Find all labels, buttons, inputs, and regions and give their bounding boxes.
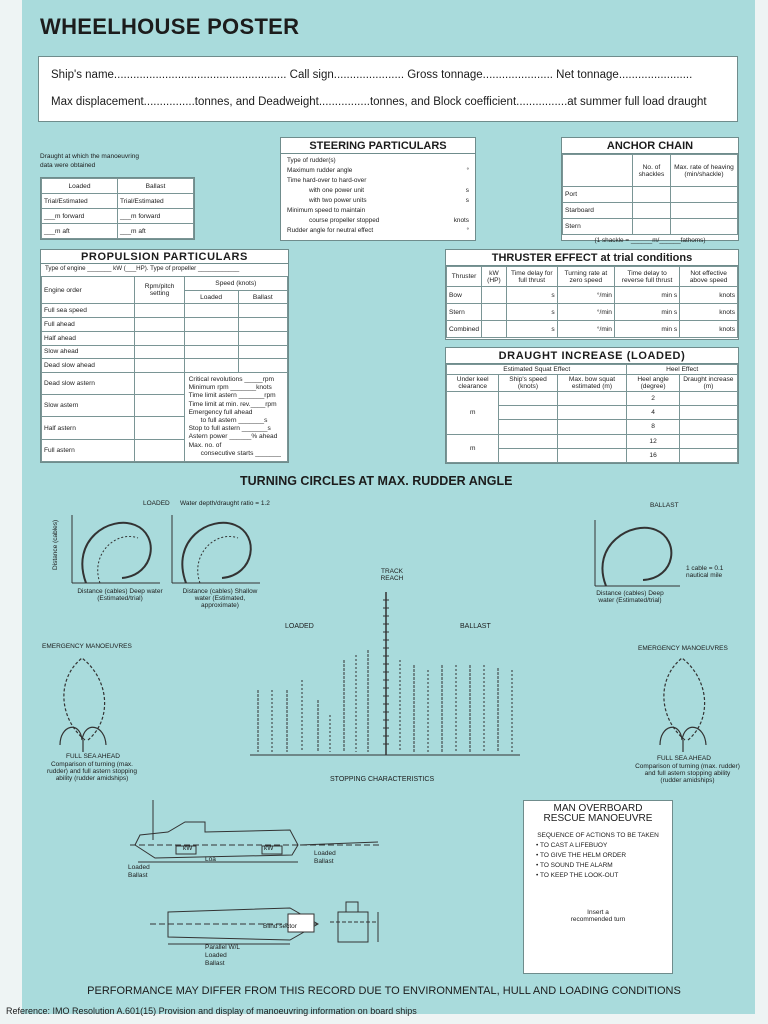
thruster-unit: s — [506, 304, 557, 321]
propulsion-extra-line: Max. no. of — [188, 441, 222, 449]
engine-order-row: Dead slow ahead — [42, 359, 135, 373]
ballast-label: Ballast — [314, 858, 334, 865]
cable-note: 1 cable = 0.1 nautical mile — [686, 565, 724, 579]
di-col-increase: Draught increase (m) — [679, 375, 737, 392]
reference-note: Reference: IMO Resolution A.601(15) Provision and display of manoeuvring information on board ships — [6, 1006, 417, 1016]
emergency-manoeuvre-left — [60, 658, 106, 752]
turning-circles-title: TURNING CIRCLES AT MAX. RUDDER ANGLE — [240, 474, 513, 488]
ballast-label: Ballast — [128, 872, 148, 879]
propulsion-extra-line: to full astern _______s — [200, 416, 268, 424]
axis-label-distance: Distance (cables) — [52, 519, 59, 570]
ship-info-line-1: Ship's name...................................................... Call sign...................... Gross tonnage...................... Net tonnage....................... — [51, 69, 693, 81]
engine-order-row: Half ahead — [42, 331, 135, 345]
comparison-left: Comparison of turning (max. rudder) and full astern stopping ability (rudder amidships) — [47, 761, 137, 782]
steering-line-label: Rudder angle for neutral effect — [287, 227, 374, 234]
draught-cell: ___m aft — [42, 224, 118, 239]
thruster-row-label: Combined — [447, 321, 482, 338]
mob-insert-turn: Insert a recommended turn — [570, 909, 626, 923]
caption-loaded-deep: Distance (cables) Deep water (Estimated/trial) — [77, 588, 163, 602]
performance-disclaimer: PERFORMANCE MAY DIFFER FROM THIS RECORD DUE TO ENVIRONMENTAL, HULL AND LOADING CONDITIONS — [87, 985, 681, 997]
anchor-row-stern: Stern — [563, 219, 633, 235]
thruster-unit: min s — [614, 321, 679, 338]
draught-cell: Trial/Estimated — [42, 194, 118, 209]
steering-line-label: Maximum rudder angle — [287, 167, 353, 174]
propulsion-extra-line: Time limit at min. rev.____rpm — [188, 400, 277, 408]
steering-line-label: with two power units — [309, 197, 367, 204]
di-ukc-m: m — [447, 392, 499, 435]
heel-angle: 16 — [627, 448, 679, 462]
turning-circle-loaded-shallow — [172, 515, 260, 583]
steering-title: STEERING PARTICULARS — [281, 138, 475, 154]
propulsion-extra-line: Minimum rpm _______knots — [188, 384, 272, 392]
turning-circle-ballast — [595, 520, 680, 586]
bullet-icon: • — [536, 842, 540, 849]
turning-ballast-label: BALLAST — [650, 502, 679, 509]
loa-label: Loa — [205, 856, 216, 863]
anchor-row-port: Port — [563, 187, 633, 203]
track-reach-label: TRACK REACH — [380, 568, 404, 582]
draught-cell: ___m aft — [118, 224, 194, 239]
speed-header: Speed (knots) — [184, 277, 287, 291]
mob-action-item — [536, 841, 672, 851]
page-title: WHEELHOUSE POSTER — [40, 14, 300, 39]
draught-increase-title: DRAUGHT INCREASE (LOADED) — [446, 348, 738, 364]
mob-sequence: SEQUENCE OF ACTIONS TO BE TAKEN — [537, 832, 659, 839]
thruster-header: Thruster — [447, 267, 482, 287]
mob-action-item — [536, 871, 672, 881]
anchor-footnote: (1 shackle = ______m/______fathoms) — [594, 237, 706, 244]
engine-order-row: Full ahead — [42, 318, 135, 332]
loaded-label: Loaded — [128, 864, 150, 871]
thruster-unit: knots — [680, 304, 738, 321]
caption-loaded-shallow: Distance (cables) Shallow water (Estimated, approximate) — [182, 588, 258, 609]
mob-title: MAN OVERBOARD RESCUE MANOEUVRE — [543, 803, 653, 824]
draught-cell: Trial/Estimated — [118, 194, 194, 209]
draught-cell: ___m forward — [42, 209, 118, 224]
ship-profile-diagram — [130, 800, 380, 862]
thruster-header: Time delay to reverse full thrust — [614, 267, 679, 287]
thruster-unit: s — [506, 287, 557, 304]
engine-order-row: Full sea speed — [42, 304, 135, 318]
stopping-ballast-label: BALLAST — [460, 623, 491, 630]
di-col-heel: Heel angle (degree) — [627, 375, 679, 392]
engine-order-row: Slow astern — [42, 395, 135, 417]
full-sea-right-label: FULL SEA AHEAD — [657, 755, 711, 762]
thruster-row-label: Bow — [447, 287, 482, 304]
turning-ratio: Water depth/draught ratio = 1.2 — [180, 500, 270, 507]
turning-circle-loaded-deep — [72, 515, 160, 583]
parallel-wl-label: Parallel W/L — [205, 944, 241, 951]
heel-angle: 2 — [627, 392, 679, 406]
steering-line-unit: s — [465, 197, 469, 204]
propulsion-subtitle: Type of engine _______ kW (___HP). Type of propeller ____________ — [45, 265, 240, 272]
steering-line-unit: s — [465, 187, 469, 194]
turning-loaded-label: LOADED — [143, 500, 170, 507]
engine-order-row: Slow ahead — [42, 345, 135, 359]
anchor-row-starboard: Starboard — [563, 203, 633, 219]
di-col-ukc: Under keel clearance — [447, 375, 499, 392]
emergency-right-label: EMERGENCY MANOEUVRES — [638, 645, 728, 652]
thruster-unit: knots — [680, 321, 738, 338]
heel-header: Heel Effect — [627, 365, 738, 375]
ballast-label: Ballast — [205, 960, 225, 967]
full-sea-left-label: FULL SEA AHEAD — [66, 753, 120, 760]
propulsion-extra-line: Stop to full astern _______s — [188, 425, 271, 433]
draught-header-loaded: Loaded — [42, 179, 118, 194]
engine-order-header: Engine order — [42, 277, 135, 304]
mob-action-text: TO SOUND THE ALARM — [539, 862, 613, 869]
heel-angle: 12 — [627, 434, 679, 448]
track-reach-scale — [383, 592, 389, 755]
ship-cross-section — [330, 902, 378, 942]
draught-cell: ___m forward — [118, 209, 194, 224]
steering-line-unit: knots — [453, 217, 469, 224]
anchor-col-shackles: No. of shackles — [633, 155, 671, 187]
emergency-manoeuvre-right — [660, 658, 706, 752]
loaded-label: Loaded — [205, 952, 227, 959]
mob-action-item — [536, 851, 672, 861]
heel-angle: 8 — [627, 420, 679, 434]
thruster-header: Time delay for full thrust — [506, 267, 557, 287]
speed-loaded-header: Loaded — [184, 290, 238, 304]
mob-action-text: TO GIVE THE HELM ORDER — [539, 852, 627, 859]
steering-line-unit: ° — [466, 227, 469, 234]
thruster-unit: °/min — [557, 321, 614, 338]
steering-line-label: Time hard-over to hard-over — [287, 177, 367, 184]
thruster-title: THRUSTER EFFECT at trial conditions — [446, 250, 738, 266]
loaded-label: Loaded — [314, 850, 336, 857]
thruster-unit: min s — [614, 304, 679, 321]
thruster-unit: °/min — [557, 287, 614, 304]
kw-label: kW — [183, 845, 193, 852]
steering-line-label: Type of rudder(s) — [287, 157, 336, 164]
propulsion-extra-line: Critical revolutions _____rpm — [188, 375, 275, 383]
steering-line-unit: ° — [466, 167, 469, 174]
heel-angle: 4 — [627, 406, 679, 420]
bullet-icon: • — [536, 862, 540, 869]
draught-header-ballast: Ballast — [118, 179, 194, 194]
thruster-header: kW (HP) — [482, 267, 507, 287]
anchor-title: ANCHOR CHAIN — [562, 138, 738, 154]
steering-line-label: Minimum speed to maintain — [287, 207, 366, 214]
steering-line-label: course propeller stopped — [309, 217, 380, 224]
kw-label: kW — [264, 845, 274, 852]
mob-action-text: TO KEEP THE LOOK-OUT — [539, 872, 619, 879]
thruster-unit: min s — [614, 287, 679, 304]
squat-header: Estimated Squat Effect — [447, 365, 627, 375]
propulsion-extra-line: consecutive starts _______ — [200, 449, 281, 457]
man-overboard-box — [523, 800, 673, 974]
engine-order-row: Dead slow astern — [42, 372, 135, 394]
emergency-left-label: EMERGENCY MANOEUVRES — [42, 643, 132, 650]
blind-sector-label: Blind sector — [263, 923, 297, 930]
mob-action-text: TO CAST A LIFEBUOY — [539, 842, 608, 849]
stopping-characteristics-label: STOPPING CHARACTERISTICS — [330, 776, 435, 783]
comparison-right: Comparison of turning (max. rudder) and full astern stopping ability (rudder amidships) — [635, 763, 740, 784]
thruster-unit: °/min — [557, 304, 614, 321]
thruster-unit: knots — [680, 287, 738, 304]
rpm-header: Rpm/pitch setting — [135, 277, 184, 304]
engine-order-row: Full astern — [42, 439, 135, 461]
ship-info-line-2: Max displacement................tonnes, and Deadweight................tonnes, and Block coefficient................at summer full load draught — [51, 96, 707, 108]
propulsion-extra-line: Emergency full ahead — [188, 408, 253, 416]
di-ukc-m: m — [447, 434, 499, 462]
caption-ballast-deep: Distance (cables) Deep water (Estimated/trial) — [596, 590, 664, 604]
propulsion-title: PROPULSION PARTICULARS — [41, 250, 288, 264]
bullet-icon: • — [536, 872, 540, 879]
thruster-row-label: Stern — [447, 304, 482, 321]
engine-order-row: Half astern — [42, 417, 135, 439]
draught-note: Draught at which the manoeuvring data were obtained — [40, 153, 140, 169]
speed-ballast-header: Ballast — [238, 290, 287, 304]
thruster-header: Not effective above speed — [680, 267, 738, 287]
di-col-speed: Ship's speed (knots) — [499, 375, 557, 392]
steering-line-label: with one power unit — [309, 187, 365, 194]
thruster-unit: s — [506, 321, 557, 338]
stopping-loaded-label: LOADED — [285, 623, 314, 630]
propulsion-extra-line: Time limit astern _______rpm — [188, 392, 276, 400]
mob-action-item — [536, 861, 672, 871]
stopping-characteristics-bars — [258, 650, 512, 752]
thruster-header: Turning rate at zero speed — [557, 267, 614, 287]
bullet-icon: • — [536, 852, 540, 859]
anchor-col-heaving: Max. rate of heaving (min/shackle) — [670, 155, 737, 187]
di-col-squat: Max. bow squat estimated (m) — [557, 375, 627, 392]
propulsion-extra-line: Astern power ______% ahead — [188, 433, 278, 441]
